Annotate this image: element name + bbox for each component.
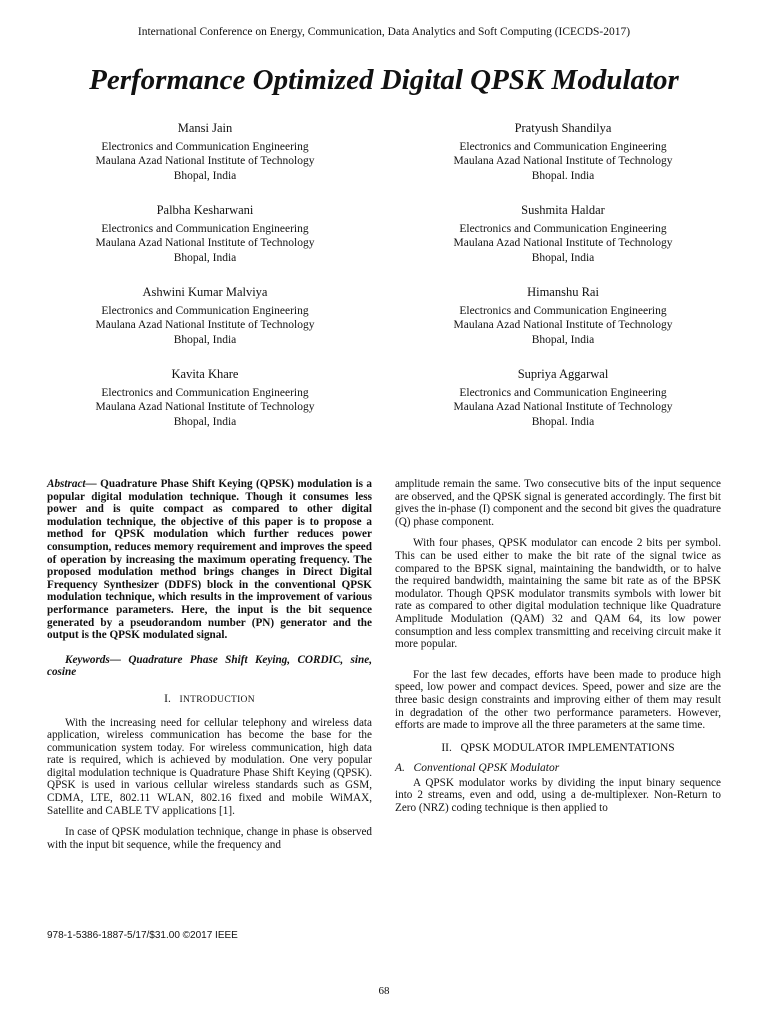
keywords-text: Quadrature Phase Shift Keying, CORDIC, sine, cosine: [47, 653, 372, 679]
intro-paragraph-5: For the last few decades, efforts have been made to produce high speed, low power and compact devices. Speed, power and size are the three basic design constraints and improving either of them may result in degradation of the other two performance parameters. However, efforts are made to improve all the three parameters at the same time.: [395, 668, 721, 732]
author-name: Sushmita Haldar: [521, 203, 605, 217]
keywords-lead: Keywords—: [65, 653, 121, 666]
author-location: Bhopal, India: [173, 169, 237, 182]
author-card: [55, 367, 355, 429]
subsection-heading: [395, 762, 721, 775]
author-card: [413, 367, 713, 429]
author-location: Bhopal. India: [531, 415, 595, 428]
abstract-lead: Abstract—: [47, 478, 97, 490]
author-department: Electronics and Communication Engineering: [101, 387, 309, 400]
section-title: INTRODUCTION: [179, 694, 255, 705]
author-name: Pratyush Shandilya: [514, 121, 612, 135]
author-location: Bhopal, India: [531, 333, 595, 346]
section-title: QPSK MODULATOR IMPLEMENTATIONS: [460, 741, 675, 754]
intro-paragraph-3: amplitude remain the same. Two consecutive bits of the input sequence are observed, and the QPSK signal is generated accordingly. The first bit gives the in-phase (I) component and the second bit gives the quadrature (Q) phase component.: [395, 478, 721, 528]
author-location: Bhopal, India: [173, 251, 237, 264]
author-department: Electronics and Communication Engineering: [101, 223, 309, 236]
author-card: [413, 121, 713, 183]
author-department: Electronics and Communication Engineering: [101, 141, 309, 154]
author-location: Bhopal. India: [531, 169, 595, 182]
abstract-text: Quadrature Phase Shift Keying (QPSK) modulation is a popular digital modulation technique. Though it consumes less power and is quite compact as compared to other digital modulation technique, the objective of this paper is to propose a method for QPSK modulation which further reduces power consumption, reduces memory requirement and improves the speed of operation by increasing the maximum operating frequency. The proposed modulation method brings changes in Direct Digital Frequency Synthesizer (DDFS) block in the conventional QPSK modulation technique, which results in the improvement of various performance parameters. Here, the input is the bit sequence generated by a pseudorandom number (PN) generator and the output is the QPSK modulated signal.: [47, 478, 372, 642]
keywords: [47, 654, 372, 679]
footer-isbn: 978-1-5386-1887-5/17/$31.00 ©2017 IEEE: [47, 930, 238, 941]
abstract: [47, 478, 372, 642]
author-institution: Maulana Azad National Institute of Technology: [453, 319, 673, 332]
subsection-label: A.: [395, 762, 405, 775]
author-department: Electronics and Communication Engineering: [459, 305, 667, 318]
author-name: Kavita Khare: [171, 367, 239, 381]
author-card: [55, 285, 355, 347]
paper-title: Performance Optimized Digital QPSK Modulator: [89, 64, 679, 96]
author-location: Bhopal, India: [173, 415, 237, 428]
author-institution: Maulana Azad National Institute of Technology: [95, 319, 315, 332]
author-institution: Maulana Azad National Institute of Technology: [453, 155, 673, 168]
left-text-column: [47, 478, 372, 851]
author-card: [55, 121, 355, 183]
subsection-title: Conventional QPSK Modulator: [413, 762, 560, 775]
author-name: Ashwini Kumar Malviya: [142, 285, 268, 299]
author-department: Electronics and Communication Engineering: [459, 141, 667, 154]
author-institution: Maulana Azad National Institute of Technology: [95, 155, 315, 168]
author-name: Supriya Aggarwal: [517, 367, 609, 381]
author-institution: Maulana Azad National Institute of Technology: [95, 401, 315, 414]
conference-header: International Conference on Energy, Communication, Data Analytics and Soft Computing (ICECDS-2017): [137, 26, 631, 38]
author-institution: Maulana Azad National Institute of Technology: [95, 237, 315, 250]
section-heading-introduction: [47, 693, 372, 707]
section-heading-implementations: [395, 742, 721, 755]
intro-paragraph-1: With the increasing need for cellular telephony and wireless data application, wireless communication has become the base for the communication system today. For wireless communication, high data rate is required, which is achieved by modulation. One very popular digital modulation technique is Quadrature Phase Shift Keying (QPSK). QPSK is used in various cellular wireless standards such as GSM, CDMA, LTE, 802.11 WLAN, 802.16 fixed and mobile WiMAX, Satellite and CABLE TV applications [1].: [47, 716, 372, 817]
page-number: 68: [378, 985, 390, 997]
section2-paragraph-1: A QPSK modulator works by dividing the input binary sequence into 2 streams, even and odd, using a de-multiplexer. Non-Return to Zero (NRZ) coding technique is then applied to: [395, 776, 721, 815]
author-location: Bhopal, India: [531, 251, 595, 264]
author-location: Bhopal, India: [173, 333, 237, 346]
author-department: Electronics and Communication Engineering: [459, 387, 667, 400]
author-card: [55, 203, 355, 265]
right-text-column: [395, 478, 721, 815]
author-institution: Maulana Azad National Institute of Technology: [453, 401, 673, 414]
author-department: Electronics and Communication Engineering: [101, 305, 309, 318]
author-card: [413, 203, 713, 265]
intro-paragraph-4: With four phases, QPSK modulator can encode 2 bits per symbol. This can be used either to make the bit rate of the signal twice as compared to the BPSK signal, maintaining the bandwidth, or to halve the required bandwidth, maintaining the same bit rate as of the BPSK modulator. Though QPSK modulator transmits symbols with lower bit rate as compared to other digital modulation technique like Quadrature Amplitude Modulation (QAM) 32 and QAM 64, its low power consumption and less complex transmitting and receiving circuit make it more popular.: [395, 537, 721, 651]
author-name: Himanshu Rai: [527, 285, 599, 299]
author-institution: Maulana Azad National Institute of Technology: [453, 237, 673, 250]
author-name: Mansi Jain: [177, 121, 233, 135]
author-card: [413, 285, 713, 347]
author-department: Electronics and Communication Engineering: [459, 223, 667, 236]
intro-paragraph-2: In case of QPSK modulation technique, change in phase is observed with the input bit sequence, while the frequency and: [47, 826, 372, 851]
section-numeral: I.: [164, 692, 171, 705]
author-name: Palbha Kesharwani: [156, 203, 254, 217]
section-numeral: II.: [441, 741, 452, 754]
